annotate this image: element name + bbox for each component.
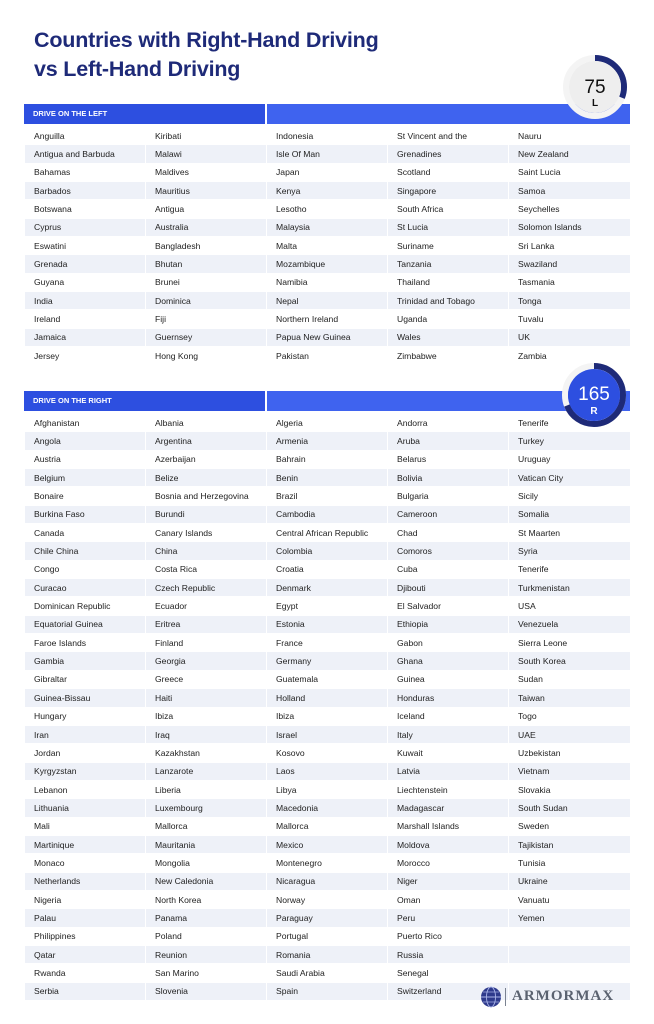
left-country-cell: Bangladesh [146,237,267,255]
right-row [25,927,631,945]
right-country-cell: Costa Rica [146,560,267,578]
right-country-cell: Equatorial Guinea [25,615,146,633]
right-country-cell: Saudi Arabia [267,964,388,982]
left-country-cell: Guyana [25,273,146,291]
right-country-cell: Sudan [509,670,631,688]
left-country-cell: Mauritius [146,182,267,200]
right-row [25,744,631,762]
right-country-cell: Curacao [25,579,146,597]
right-country-cell [509,945,631,963]
left-row [25,163,631,181]
right-country-cell: Albania [146,414,267,432]
left-country-cell: Seychelles [509,200,631,218]
right-country-cell: Bolivia [388,469,509,487]
left-row [25,310,631,328]
right-country-cell: Vanuatu [509,890,631,908]
left-country-cell: Antigua and Barbuda [25,145,146,163]
left-country-cell: Northern Ireland [267,310,388,328]
right-row [25,670,631,688]
right-country-cell: Bahrain [267,450,388,468]
right-row [25,780,631,798]
right-country-cell: Gibraltar [25,670,146,688]
right-country-cell: Hungary [25,707,146,725]
left-country-cell: Ireland [25,310,146,328]
right-country-cell: Nigeria [25,890,146,908]
right-country-cell: Lanzarote [146,762,267,780]
right-country-cell: Yemen [509,909,631,927]
right-country-cell: Luxembourg [146,799,267,817]
right-country-cell: Kazakhstan [146,744,267,762]
left-country-cell: Indonesia [267,127,388,145]
right-country-cell: Angola [25,432,146,450]
left-country-cell: Tuvalu [509,310,631,328]
left-country-cell: Solomon Islands [509,218,631,236]
right-country-cell: Gambia [25,652,146,670]
right-country-cell: UAE [509,725,631,743]
right-row [25,652,631,670]
right-row [25,872,631,890]
right-country-cell [509,964,631,982]
right-country-cell: Comoros [388,542,509,560]
right-country-cell: Peru [388,909,509,927]
page-title [34,26,454,84]
left-country-cell: Anguilla [25,127,146,145]
right-country-cell: St Maarten [509,524,631,542]
left-country-cell: Lesotho [267,200,388,218]
left-country-cell: Nauru [509,127,631,145]
left-country-cell: Saint Lucia [509,163,631,181]
right-country-cell: Rwanda [25,964,146,982]
right-country-cell: Turkey [509,432,631,450]
left-country-cell: Nepal [267,292,388,310]
right-row [25,469,631,487]
right-country-cell: Burkina Faso [25,505,146,523]
right-country-cell: Marshall Islands [388,817,509,835]
left-country-cell: Papua New Guinea [267,328,388,346]
right-country-cell: Croatia [267,560,388,578]
left-row [25,200,631,218]
right-country-cell: Switzerland [388,982,509,1000]
left-row [25,255,631,273]
left-country-cell: Barbados [25,182,146,200]
left-country-cell: Antigua [146,200,267,218]
right-country-cell: Taiwan [509,689,631,707]
right-country-cell: Ukraine [509,872,631,890]
left-country-cell: Malta [267,237,388,255]
title-line-2: vs Left-Hand Driving [34,57,241,81]
left-country-cell: Maldives [146,163,267,181]
right-country-cell: Slovenia [146,982,267,1000]
right-country-cell: Palau [25,909,146,927]
left-row [25,328,631,346]
right-row [25,432,631,450]
right-country-cell: Vietnam [509,762,631,780]
left-country-cell: Mozambique [267,255,388,273]
right-country-cell: Niger [388,872,509,890]
right-country-cell: South Korea [509,652,631,670]
right-country-cell: Macedonia [267,799,388,817]
right-row [25,450,631,468]
right-country-cell: Belgium [25,469,146,487]
right-country-cell: Sicily [509,487,631,505]
right-row [25,689,631,707]
right-country-cell: Aruba [388,432,509,450]
right-country-cell: Guinea [388,670,509,688]
left-country-cell: Bahamas [25,163,146,181]
globe-icon [480,986,502,1008]
right-country-cell: USA [509,597,631,615]
right-section-label: DRIVE ON THE RIGHT [33,396,112,405]
left-row [25,347,631,365]
right-countries-table [24,413,631,1001]
brand-logo [480,983,630,1011]
right-country-cell: Philippines [25,927,146,945]
right-count-badge [562,363,626,427]
right-country-cell: Chad [388,524,509,542]
right-country-cell: Guinea-Bissau [25,689,146,707]
right-country-cell: Belarus [388,450,509,468]
right-country-cell: Ibiza [146,707,267,725]
right-country-cell: Bonaire [25,487,146,505]
right-country-cell: Liberia [146,780,267,798]
left-country-cell: Samoa [509,182,631,200]
left-country-cell: Uganda [388,310,509,328]
left-section-header [24,104,630,124]
right-country-cell: Canary Islands [146,524,267,542]
right-country-cell: France [267,634,388,652]
left-country-cell: Bhutan [146,255,267,273]
left-country-cell: Jersey [25,347,146,365]
right-country-cell: Poland [146,927,267,945]
left-country-cell: Thailand [388,273,509,291]
right-country-cell: Estonia [267,615,388,633]
right-country-cell: Mauritania [146,835,267,853]
left-country-cell: Tasmania [509,273,631,291]
right-country-cell: Latvia [388,762,509,780]
right-country-cell: Reunion [146,945,267,963]
right-country-cell: Ibiza [267,707,388,725]
left-country-cell: Scotland [388,163,509,181]
right-country-cell: Mexico [267,835,388,853]
left-count-badge [563,55,627,119]
left-section-label: DRIVE ON THE LEFT [33,109,108,118]
left-row [25,145,631,163]
right-row [25,560,631,578]
left-countries-table [24,126,631,365]
left-country-cell: Zambia [509,347,631,365]
right-country-cell: Guatemala [267,670,388,688]
right-country-cell: Lebanon [25,780,146,798]
right-row [25,945,631,963]
brand-name: ARMORMAX [512,988,615,1004]
left-country-cell: Swaziland [509,255,631,273]
right-country-cell: Dominican Republic [25,597,146,615]
right-country-cell [509,927,631,945]
right-country-cell: Czech Republic [146,579,267,597]
right-country-cell: Azerbaijan [146,450,267,468]
left-country-cell: St Lucia [388,218,509,236]
left-country-cell: Australia [146,218,267,236]
right-country-cell: Central African Republic [267,524,388,542]
right-country-cell: Puerto Rico [388,927,509,945]
right-country-cell: Nicaragua [267,872,388,890]
title-line-1: Countries with Right-Hand Driving [34,28,379,52]
right-country-cell: Egypt [267,597,388,615]
right-country-cell: Uruguay [509,450,631,468]
right-country-cell: Iceland [388,707,509,725]
right-row [25,597,631,615]
right-row [25,505,631,523]
right-country-cell: Madagascar [388,799,509,817]
right-country-cell: Benin [267,469,388,487]
left-country-cell: Cyprus [25,218,146,236]
left-country-cell: UK [509,328,631,346]
right-country-cell: Russia [388,945,509,963]
left-country-cell: Isle Of Man [267,145,388,163]
right-row [25,524,631,542]
left-count: 75 [584,77,606,98]
right-country-cell: Georgia [146,652,267,670]
left-country-cell: Tonga [509,292,631,310]
right-country-cell: Tenerife [509,414,631,432]
right-country-cell: Finland [146,634,267,652]
right-row [25,542,631,560]
right-country-cell: Denmark [267,579,388,597]
left-row [25,218,631,236]
right-country-cell: Congo [25,560,146,578]
right-row [25,707,631,725]
right-country-cell: Gabon [388,634,509,652]
right-country-cell: Somalia [509,505,631,523]
left-country-cell: Malaysia [267,218,388,236]
right-country-cell: Slovakia [509,780,631,798]
right-country-cell: Cambodia [267,505,388,523]
right-row [25,909,631,927]
right-country-cell: Bosnia and Herzegovina [146,487,267,505]
right-country-cell: Argentina [146,432,267,450]
right-country-cell: Libya [267,780,388,798]
right-country-cell: Afghanistan [25,414,146,432]
left-country-cell: Eswatini [25,237,146,255]
right-country-cell: Vatican City [509,469,631,487]
left-country-cell: Singapore [388,182,509,200]
left-country-cell: Japan [267,163,388,181]
right-row [25,964,631,982]
left-country-cell: Kiribati [146,127,267,145]
right-country-cell: Monaco [25,854,146,872]
right-country-cell: Uzbekistan [509,744,631,762]
right-country-cell: Martinique [25,835,146,853]
right-row [25,799,631,817]
right-country-cell: Andorra [388,414,509,432]
right-country-cell: Mongolia [146,854,267,872]
left-row [25,182,631,200]
left-country-cell: India [25,292,146,310]
right-row [25,854,631,872]
right-country-cell: Faroe Islands [25,634,146,652]
right-country-cell: Turkmenistan [509,579,631,597]
right-country-cell: Cameroon [388,505,509,523]
right-country-cell: Venezuela [509,615,631,633]
right-country-cell: Armenia [267,432,388,450]
left-row [25,273,631,291]
right-country-cell: Belize [146,469,267,487]
right-country-cell: Israel [267,725,388,743]
right-country-cell: New Caledonia [146,872,267,890]
right-row [25,817,631,835]
right-country-cell: Norway [267,890,388,908]
right-country-cell: San Marino [146,964,267,982]
right-country-cell: Colombia [267,542,388,560]
left-country-cell: Malawi [146,145,267,163]
right-country-cell: Kyrgyzstan [25,762,146,780]
right-country-cell: Spain [267,982,388,1000]
right-country-cell: Montenegro [267,854,388,872]
right-row [25,615,631,633]
right-country-cell: Tajikistan [509,835,631,853]
right-country-cell: Iraq [146,725,267,743]
right-row [25,725,631,743]
right-row [25,579,631,597]
right-country-cell: China [146,542,267,560]
right-country-cell: Lithuania [25,799,146,817]
right-country-cell: Mallorca [267,817,388,835]
left-country-cell: Kenya [267,182,388,200]
left-country-cell: Trinidad and Tobago [388,292,509,310]
left-country-cell: Grenada [25,255,146,273]
right-country-cell: Mallorca [146,817,267,835]
left-country-cell: Tanzania [388,255,509,273]
right-country-cell: Italy [388,725,509,743]
right-country-cell: Syria [509,542,631,560]
right-country-cell: Holland [267,689,388,707]
right-country-cell: Oman [388,890,509,908]
right-section-header [24,391,630,411]
right-country-cell: Tenerife [509,560,631,578]
left-country-cell: St Vincent and the [388,127,509,145]
left-country-cell: Guernsey [146,328,267,346]
right-row [25,835,631,853]
right-country-cell: Eritrea [146,615,267,633]
right-country-cell: Brazil [267,487,388,505]
left-country-cell: Grenadines [388,145,509,163]
right-country-cell: Paraguay [267,909,388,927]
right-country-cell: Jordan [25,744,146,762]
left-country-cell: Botswana [25,200,146,218]
right-country-cell: Sweden [509,817,631,835]
right-country-cell: Togo [509,707,631,725]
right-country-cell: Tunisia [509,854,631,872]
right-country-cell: Djibouti [388,579,509,597]
right-country-cell: Ethiopia [388,615,509,633]
right-country-cell: Haiti [146,689,267,707]
left-country-cell: Jamaica [25,328,146,346]
left-country-cell: Pakistan [267,347,388,365]
left-row [25,127,631,145]
right-country-cell: Kuwait [388,744,509,762]
left-letter: L [591,98,599,109]
right-country-cell: Greece [146,670,267,688]
right-count: 165 [578,384,610,405]
right-country-cell: El Salvador [388,597,509,615]
right-country-cell: Serbia [25,982,146,1000]
right-letter: R [590,406,598,417]
left-row [25,292,631,310]
right-country-cell: Senegal [388,964,509,982]
left-country-cell: Zimbabwe [388,347,509,365]
left-country-cell: South Africa [388,200,509,218]
right-country-cell: Germany [267,652,388,670]
right-country-cell: Ecuador [146,597,267,615]
right-country-cell: Moldova [388,835,509,853]
right-country-cell: Portugal [267,927,388,945]
right-country-cell: Iran [25,725,146,743]
right-row [25,890,631,908]
right-row [25,487,631,505]
left-country-cell: Wales [388,328,509,346]
right-country-cell: Cuba [388,560,509,578]
right-country-cell: Canada [25,524,146,542]
right-country-cell: Algeria [267,414,388,432]
left-country-cell: Brunei [146,273,267,291]
right-country-cell: Ghana [388,652,509,670]
right-country-cell: Burundi [146,505,267,523]
right-country-cell: Mali [25,817,146,835]
right-country-cell: Austria [25,450,146,468]
right-country-cell: Sierra Leone [509,634,631,652]
right-country-cell: Netherlands [25,872,146,890]
right-country-cell: Kosovo [267,744,388,762]
right-country-cell: Laos [267,762,388,780]
left-country-cell: New Zealand [509,145,631,163]
right-country-cell: South Sudan [509,799,631,817]
left-country-cell: Hong Kong [146,347,267,365]
right-country-cell: Bulgaria [388,487,509,505]
left-row [25,237,631,255]
right-country-cell: Chile China [25,542,146,560]
right-country-cell: Qatar [25,945,146,963]
right-country-cell: Morocco [388,854,509,872]
right-row [25,762,631,780]
left-country-cell: Dominica [146,292,267,310]
right-row [25,414,631,432]
left-country-cell: Suriname [388,237,509,255]
left-country-cell: Sri Lanka [509,237,631,255]
right-country-cell: Panama [146,909,267,927]
right-country-cell: Liechtenstein [388,780,509,798]
right-country-cell: Romania [267,945,388,963]
right-country-cell: North Korea [146,890,267,908]
right-row [25,634,631,652]
right-country-cell: Honduras [388,689,509,707]
left-country-cell: Namibia [267,273,388,291]
left-country-cell: Fiji [146,310,267,328]
